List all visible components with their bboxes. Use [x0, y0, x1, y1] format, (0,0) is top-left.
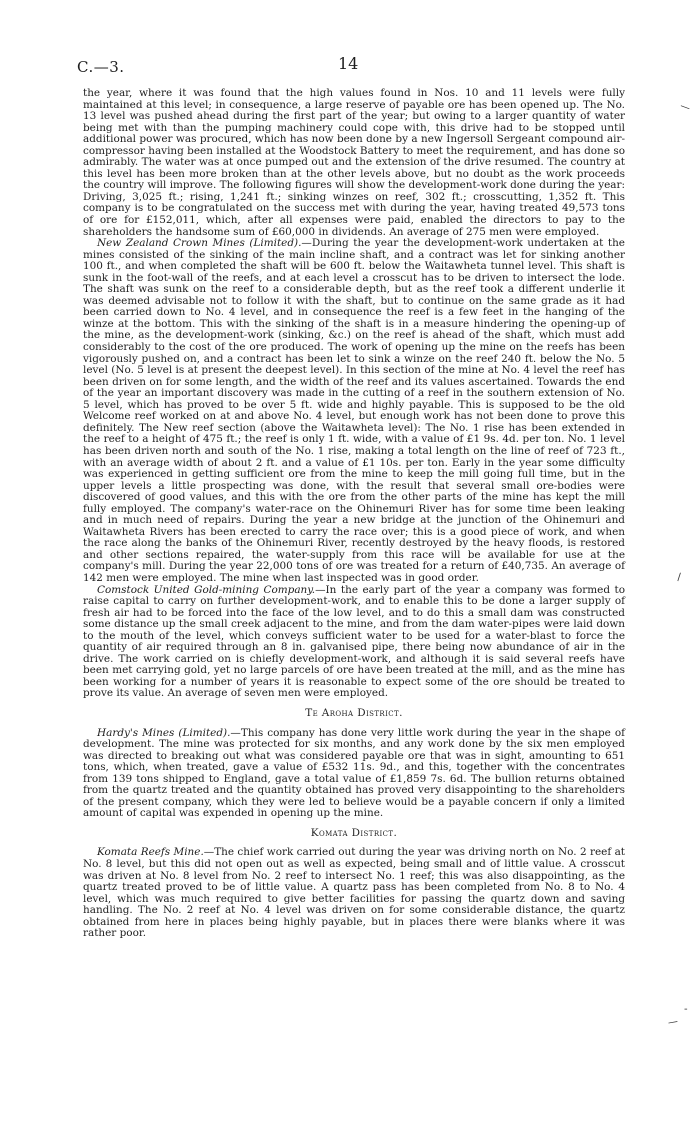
margin-tick-mark: -	[684, 1004, 688, 1015]
paragraph-woodstock-continued	[83, 88, 625, 238]
paragraph-komata-reefs-mine	[83, 847, 625, 939]
paragraph-comstock-united	[83, 585, 625, 700]
body-text	[83, 88, 625, 940]
page-number: 14	[338, 54, 359, 73]
district-heading-te-aroha: Te Aroha District.	[305, 706, 403, 719]
paragraph-hardys-mines	[83, 728, 625, 820]
margin-tick-mark: ∖	[672, 571, 684, 584]
margin-tick-mark: —	[678, 100, 692, 115]
paragraph-text: —In the early part of the year a company was formed to raise capital to carry on further development-work, and to enable this to be done a larger supply of fresh air had to be forced into the face of the low level, and to do this a small dam was constructed some distance up the small creek adjacent to the mine, and from the dam water-pipes were laid down to the mouth of the level, which conveys sufficient water to be used for a water-blast to force the quantity of air required through an 8 in. galvanised pipe, there being now abundance of air in the drive. The work carried on is chiefly development-work, and although it is said several reefs have been met carrying gold, yet no large parcels of ore have been treated at the mill, and as the mine has been working for a number of years it is reasonable to expect some of the ore should be treated to prove its value. An average of seven men were employed.	[83, 583, 625, 700]
section-title-komata-reefs-mine: Komata Reefs Mine.	[97, 846, 204, 859]
district-heading-komata: Komata District.	[310, 826, 398, 839]
document-reference: C.—3.	[77, 58, 125, 76]
section-title-hardys-mines: Hardy's Mines (Limited).	[97, 726, 231, 739]
paragraph-text: —The chief work carried out during the year was driving north on No. 2 reef at No. 8 level, but this did not open out as well as expected, being small and of little value. A crosscut was driven at No. 8 level from No. 2 reef to intersect No. 1 reef; this was also disappointing, as the quartz treated proved to be of little value. A quartz pass has been completed from No. 8 to No. 4 level, which was much required to give better facilities for passing the quartz down and saving handling. The No. 2 reef at No. 4 level was driven on for some considerable distance, the quartz obtained from here in places being highly payable, but in places there were blanks where it was rather poor.	[83, 846, 625, 940]
paragraph-text: —This company has done very little work during the year in the shape of development. The mine was protected for six months, and any work done by the six men employed was directed to breaking out what was considered payable ore that was in sight, amounting to 651 tons, which, when treated, gave a value of £532 11s. 9d., and this, together with the concentrates from 139 tons shipped to England, gave a total value of £1,859 7s. 6d. The bullion returns obtained from the quartz treated and the quantity obtained has proved very disappointing to the shareholders of the present company, which they were led to believe would be a payable concern if only a limited amount of capital was expended in opening up the mine.	[83, 726, 625, 820]
section-title-new-zealand-crown-mines: New Zealand Crown Mines (Limited).	[97, 237, 302, 250]
paragraph-text: —During the year the development-work undertaken at the mines consisted of the sinking of the main incline shaft, and a contract was let for sinking another 100 ft., and when completed the shaft will be 600 ft. below the Waitawheta tunnel level. This shaft is sunk in the foot-wall of the reefs, and at each level a crosscut has to be driven to intersect the lode. The shaft was sunk on the reef to a considerable depth, but as the reef took a different underlie it was deemed advisable not to follow it with the shaft, but to continue on the same grade as it had been carried down to No. 4 level, and in consequence the reef is a few feet in the hanging of the winze at the bottom. This with the sinking of the shaft is in a measure hindering the opening-up of the mine, as the development-work (sinking, &c.) on the reef is ahead of the shaft, which must add considerably to the cost of the ore produced. The work of opening up the mine on the reefs has been vigorously pushed on, and a contract has been let to sink a winze on the reef 240 ft. below the No. 5 level (No. 5 level is at present the deepest level). In this section of the mine at No. 4 level the reef has been driven on for some length, and the width of the reef and its values ascertained. Towards the end of the year an important discovery was made in the cutting of a reef in the southern extension of No. 5 level, which has proved to be over 5 ft. wide and highly payable. This is supposed to be the old Welcome reef worked on at and above No. 4 level, but enough work has not been done to prove this definitely. The New reef section (above the Waitawheta level): The No. 1 rise has been extended in the reef to a height of 475 ft.; the reef is only 1 ft. wide, with a value of £1 9s. 4d. per ton. No. 1 level has been driven north and south of the No. 1 rise, making a total length on the line of reef of 723 ft., with an average width of about 2 ft. and a value of £1 10s. per ton. Early in the year some difficulty was experienced in getting sufficient ore from the mine to keep the mill going full time, but in the upper levels a little prospecting was done, with the result that several small ore-bodies were discovered of good values, and this with the ore from the other parts of the mine has kept the mill fully employed. The company's water-race on the Ohinemuri River has for some time been leaking and in much need of repairs. During the year a new bridge at the junction of the Ohinemuri and Waitawheta Rivers has been erected to carry the race over; this is a good piece of work, and when the race along the banks of the Ohinemuri River, recently destroyed by the heavy floods, is restored and other sections repaired, the water-supply from this race will be available for use at the company's mill. During the year 22,000 tons of ore was treated for a return of £40,735. An average of 142 men were employed. The mine when last inspected was in good order.	[83, 237, 625, 584]
section-title-comstock-united: Comstock United Gold-mining Company.	[97, 583, 316, 596]
paragraph-text: the year, where it was found that the high values found in Nos. 10 and 11 levels were fully maintained at this level; in consequence, a large reserve of payable ore has been opened up. The No. 13 level was pushed ahead during the first part of the year; but owing to a larger quantity of water being met with than the pumping machinery could cope with, this drive had to be stopped until additional power was procured, which has now been done by a new Ingersoll Sergeant compound air-compressor having been installed at the Woodstock Battery to meet the requirement, and has done so admirably. The water was at once pumped out and the extension of the drive resumed. The country at this level has been more broken than at the other levels above, but no doubt as the work proceeds the country will improve. The following figures will show the development-work done during the year: Driving, 3,025 ft.; rising, 1,241 ft.; sinking winzes on reef, 302 ft.; crosscutting, 1,352 ft. This company is to be congratulated on the success met with during the year, having treated 49,573 tons of ore for £152,011, which, after all expenses were paid, enabled the directors to pay to the shareholders the handsome sum of £60,000 in dividends. An average of 275 men were employed.	[83, 87, 625, 238]
paragraph-new-zealand-crown-mines	[83, 238, 625, 584]
margin-tick-mark: —	[667, 1016, 679, 1029]
